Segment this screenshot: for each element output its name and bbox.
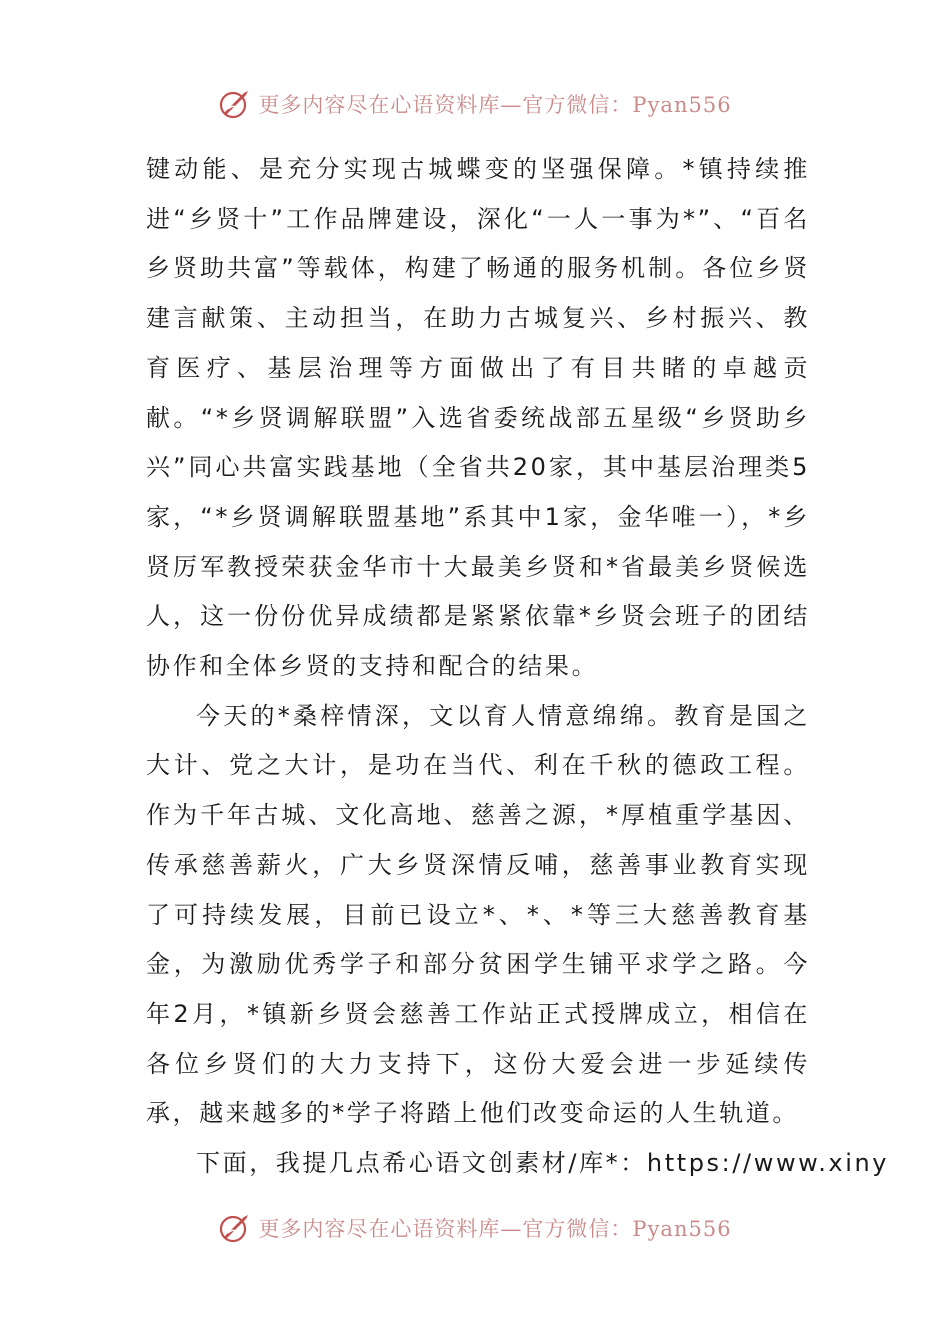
quill-pen-circle-icon	[218, 1211, 252, 1245]
footer-banner	[0, 1208, 950, 1248]
footer-banner-text: 更多内容尽在心语资料库—官方微信：Pyan556	[258, 1217, 732, 1241]
paragraph: 下面，我提几点希心语文创素材/库*：https://www.xiny	[196, 1149, 890, 1178]
paragraph: 键动能、是充分实现古城蝶变的坚强保障。*镇持续推进“乡贤十”工作品牌建设，深化“一人一事为*”、“百名乡贤助共富”等载体，构建了畅通的服务机制。各位乡贤建言献策、主动担当，在助力古城复兴、乡村振兴、教育医疗、基层治理等方面做出了有目共睹的卓越贡献。“*乡贤调解联盟”入选省委统战部五星级“乡贤助乡兴”同心共富实践基地（全省共20家，其中基层治理类5家，“*乡贤调解联盟基地”系其中1家，金华唯一），*乡贤厉军教授荣获金华市十大最美乡贤和*省最美乡贤候选人，这一份份优异成绩都是紧紧依靠*乡贤会班子的团结协作和全体乡贤的支持和配合的结果。	[146, 155, 810, 681]
document-body	[146, 145, 890, 1189]
header-banner-text: 更多内容尽在心语资料库—官方微信：Pyan556	[258, 93, 732, 117]
paragraph: 今天的*桑梓情深，文以育人情意绵绵。教育是国之大计、党之大计，是功在当代、利在千秋的德政工程。作为千年古城、文化高地、慈善之源，*厚植重学基因、传承慈善薪火，广大乡贤深情反哺，慈善事业教育实现了可持续发展，目前已设立*、*、*等三大慈善教育基金，为激励优秀学子和部分贫困学生铺平求学之路。今年2月，*镇新乡贤会慈善工作站正式授牌成立，相信在各位乡贤们的大力支持下，这份大爱会进一步延续传承，越来越多的*学子将踏上他们改变命运的人生轨道。	[146, 701, 810, 1128]
header-banner	[0, 84, 950, 124]
quill-pen-circle-icon	[218, 87, 252, 121]
